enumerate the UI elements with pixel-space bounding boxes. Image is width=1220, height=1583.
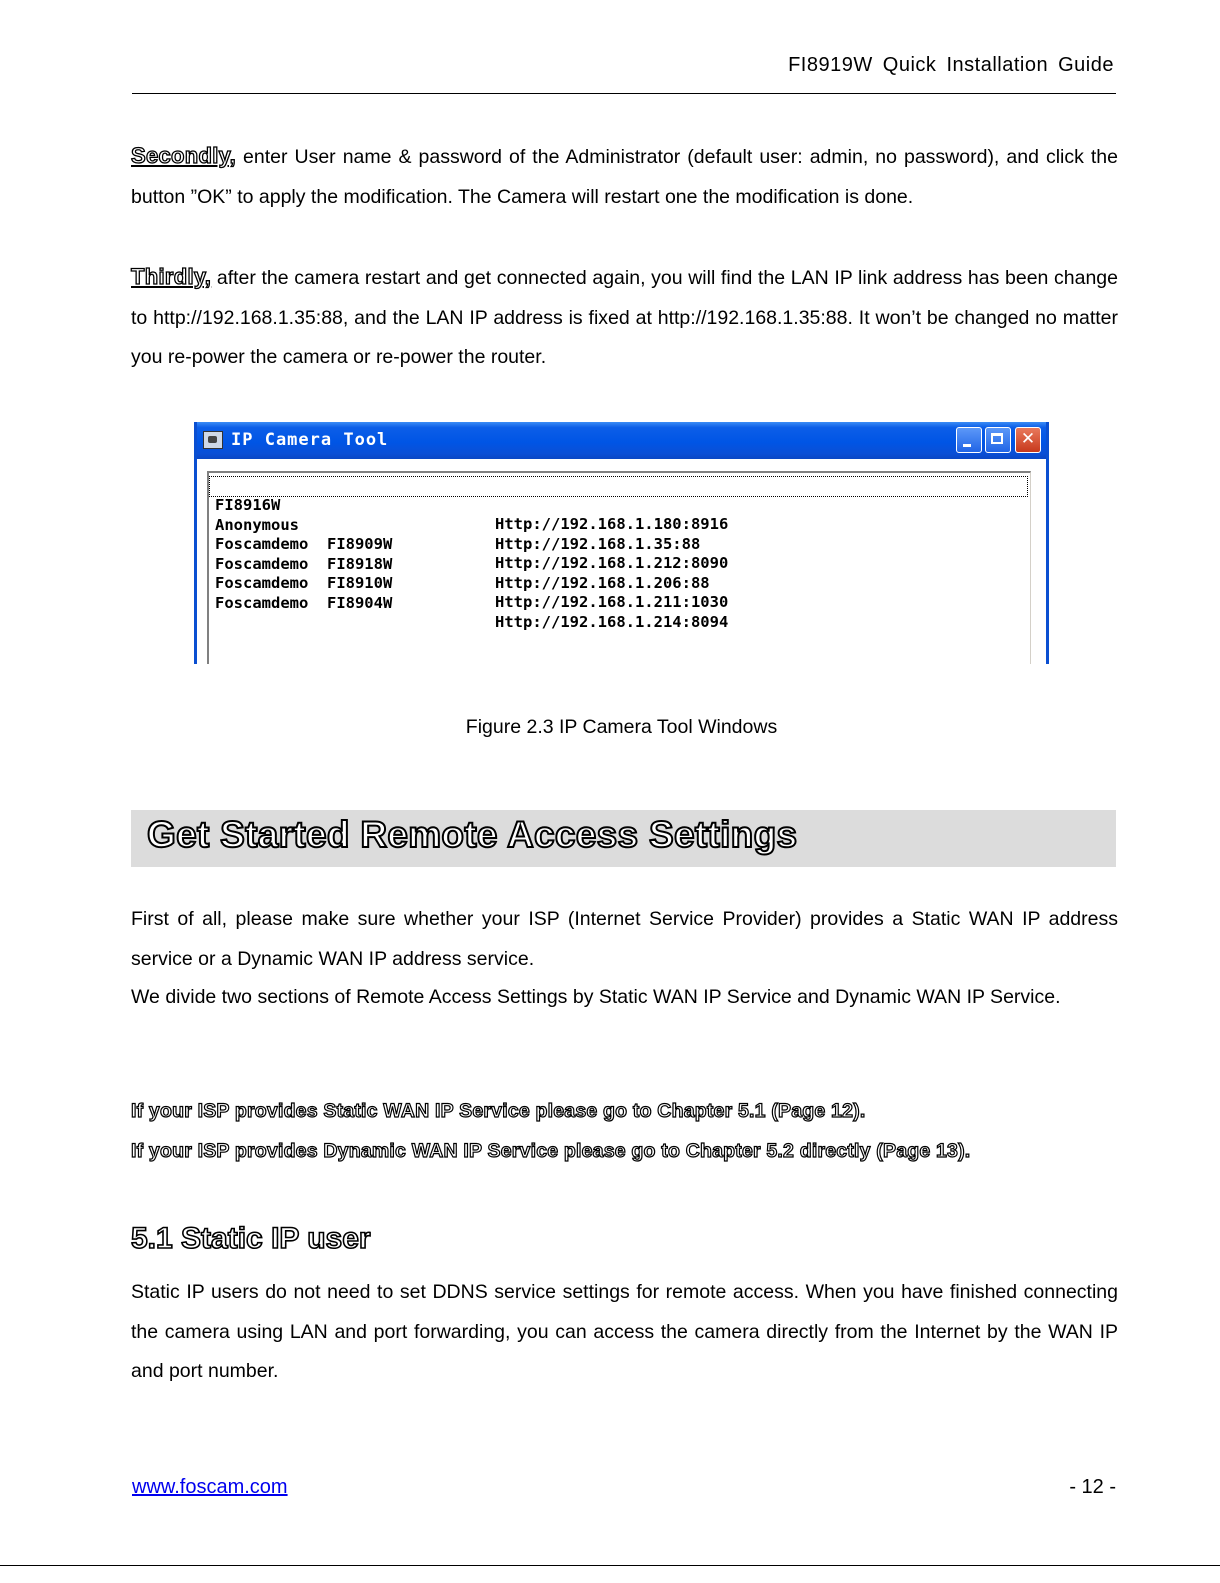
paragraph-secondly	[131, 136, 1118, 217]
website-link[interactable]: www.foscam.com	[132, 1476, 288, 1498]
section-paragraph-2: We divide two sections of Remote Access Settings by Static WAN IP Service and Dynamic WAN IP Service.	[131, 986, 1061, 1008]
header-title: FI8919W Quick Installation Guide	[788, 54, 1114, 76]
subsection-title: 5.1 Static IP user	[131, 1222, 371, 1255]
camera-url: Http://192.168.1.35:88	[495, 535, 701, 553]
camera-app-icon	[203, 431, 223, 449]
camera-url: Http://192.168.1.214:8094	[495, 613, 729, 631]
header-divider	[132, 93, 1116, 94]
camera-name: Foscamdemo FI8904W	[215, 594, 393, 612]
section-title: Get Started Remote Access Settings	[147, 814, 798, 855]
figure-caption: Figure 2.3 IP Camera Tool Windows	[465, 716, 778, 738]
secondly-lead: Secondly,	[131, 143, 236, 168]
secondly-text: enter User name & password of the Administrator (default user: admin, no password), and click the button ”OK” to apply the modification. The Camera will restart one the modification is done.	[131, 146, 1118, 208]
maximize-button[interactable]	[985, 427, 1011, 453]
callout-dynamic: If your ISP provides Dynamic WAN IP Service please go to Chapter 5.2 directly (Page 13).	[131, 1140, 971, 1162]
close-button[interactable]	[1015, 427, 1041, 453]
section-heading-band	[131, 810, 1116, 867]
camera-url: Http://192.168.1.211:1030	[495, 593, 729, 611]
callout-static: If your ISP provides Static WAN IP Service please go to Chapter 5.1 (Page 12).	[131, 1100, 866, 1122]
paragraph-thirdly	[131, 257, 1118, 378]
camera-url: Http://192.168.1.180:8916	[495, 515, 729, 533]
bottom-divider	[0, 1565, 1220, 1566]
camera-name: Foscamdemo FI8909W	[215, 535, 393, 553]
section-paragraph-1: First of all, please make sure whether your ISP (Internet Service Provider) provides a Static WAN IP address service or a Dynamic WAN IP address service.	[131, 908, 1118, 970]
camera-url: Http://192.168.1.206:88	[495, 574, 710, 592]
page-number: - 12 -	[1069, 1476, 1116, 1498]
camera-list[interactable]	[207, 471, 1031, 664]
window-title: IP Camera Tool	[231, 430, 389, 450]
thirdly-text: after the camera restart and get connected again, you will find the LAN IP link address has been change to http://192.168.1.35:88, and the LAN IP address is fixed at http://192.168.1.35:88. It won’t be changed no matter you re-power the camera or re-power the router.	[131, 267, 1118, 368]
camera-url: Http://192.168.1.212:8090	[495, 554, 729, 572]
camera-name: FI8916W	[215, 496, 281, 514]
window-titlebar[interactable]	[197, 422, 1046, 459]
camera-name: Foscamdemo FI8910W	[215, 574, 393, 592]
thirdly-lead: Thirdly,	[131, 264, 212, 289]
subsection-paragraph: Static IP users do not need to set DDNS service settings for remote access. When you have finished connecting the camera using LAN and port forwarding, you can access the camera directly from the Internet by the WAN IP and port number.	[131, 1281, 1118, 1382]
camera-name: Foscamdemo FI8918W	[215, 555, 393, 573]
camera-name: Anonymous	[215, 516, 299, 534]
ip-camera-tool-window	[194, 422, 1049, 664]
minimize-button[interactable]	[956, 427, 982, 453]
